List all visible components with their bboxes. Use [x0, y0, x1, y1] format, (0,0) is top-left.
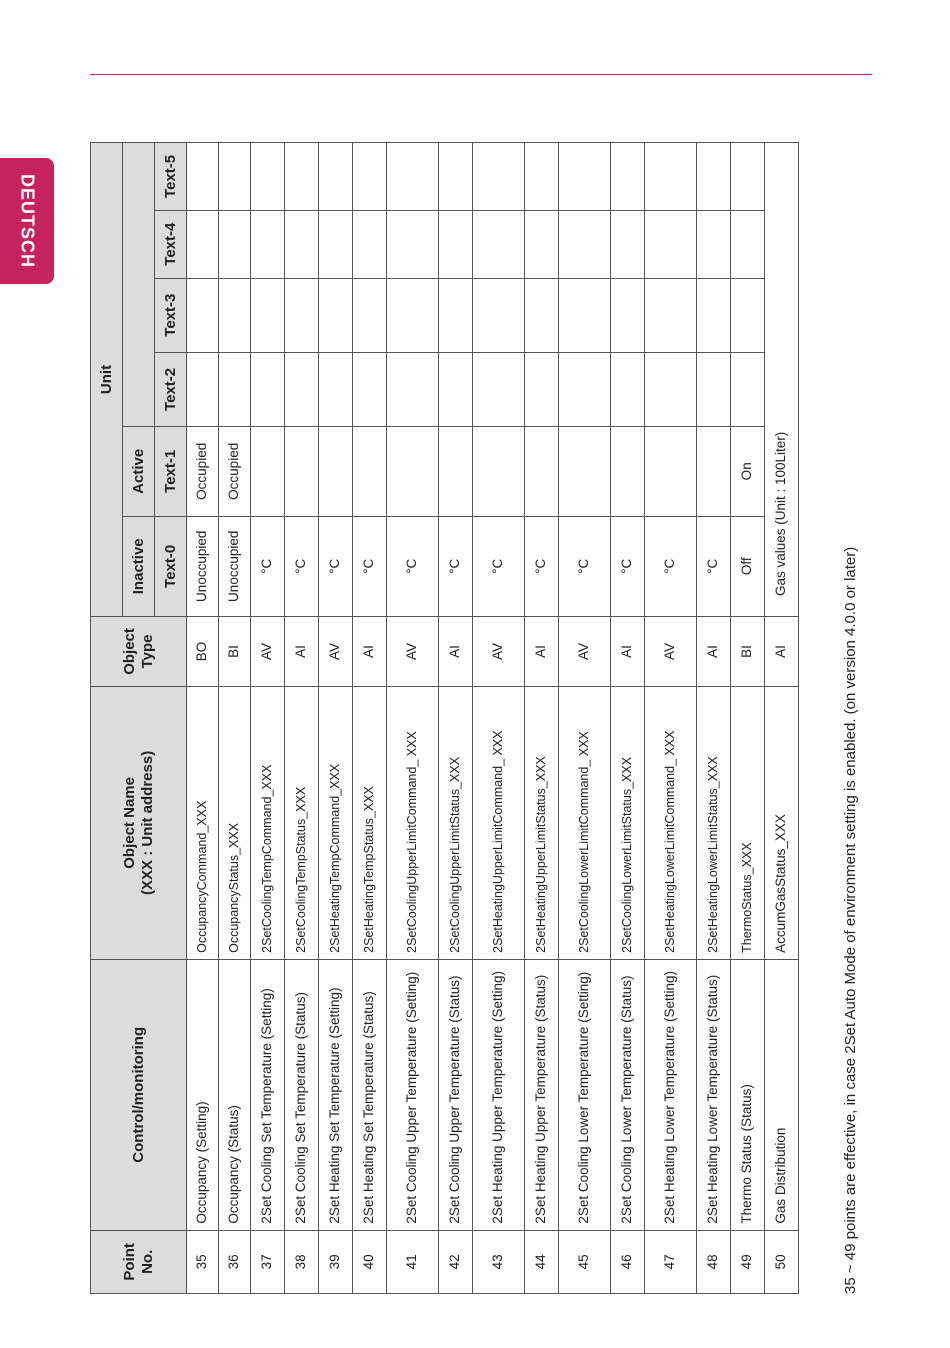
- control-cell: 2Set Heating Set Temperature (Status): [353, 959, 387, 1230]
- text0-cell: °C: [611, 516, 645, 616]
- object-name-cell: 2SetHeatingLowerLimitStatus_XXX: [697, 686, 731, 959]
- text3-cell: [697, 278, 731, 352]
- text4-cell: [285, 210, 319, 278]
- text0-cell: °C: [525, 516, 559, 616]
- object-name-cell: 2SetHeatingUpperLimitStatus_XXX: [525, 686, 559, 959]
- text0-cell: °C: [353, 516, 387, 616]
- table-row: [525, 143, 559, 1294]
- text3-cell: [319, 278, 353, 352]
- object-type-cell: AI: [285, 617, 319, 687]
- table-row: [731, 143, 765, 1294]
- object-type-cell: AI: [611, 617, 645, 687]
- object-name-cell: ThermoStatus_XXX: [731, 686, 765, 959]
- table-row: [251, 143, 285, 1294]
- text3-cell: [187, 278, 219, 352]
- control-cell: Occupancy (Setting): [187, 959, 219, 1230]
- object-name-cell: 2SetCoolingLowerLimitCommand_ XXX: [559, 686, 611, 959]
- point-no-cell: 49: [731, 1230, 765, 1293]
- text3-cell: [285, 278, 319, 352]
- object-type-cell: BI: [219, 617, 251, 687]
- control-cell: 2Set Cooling Upper Temperature (Status): [439, 959, 473, 1230]
- table-row: [765, 143, 799, 1294]
- col-inactive: Inactive: [123, 516, 155, 616]
- object-type-cell: AI: [353, 617, 387, 687]
- text5-cell: [439, 143, 473, 211]
- text1-cell: [353, 427, 387, 517]
- table-row: [611, 143, 645, 1294]
- object-name-cell: 2SetHeatingUpperLimitCommand_ XXX: [473, 686, 525, 959]
- text2-cell: [251, 352, 285, 426]
- text0-cell: Unoccupied: [219, 516, 251, 616]
- text1-cell: Occupied: [219, 427, 251, 517]
- text0-cell: Unoccupied: [187, 516, 219, 616]
- text4-cell: [525, 210, 559, 278]
- point-no-cell: 41: [387, 1230, 439, 1293]
- object-name-cell: 2SetCoolingTempCommand_XXX: [251, 686, 285, 959]
- text5-cell: [697, 143, 731, 211]
- footnote: 35 ~ 49 points are effective, in case 2Set Auto Mode of environment setting is enabled. (on version 4.0.0 or later): [842, 546, 859, 1294]
- control-cell: 2Set Cooling Upper Temperature (Setting): [387, 959, 439, 1230]
- text2-cell: [731, 352, 765, 426]
- text2-cell: [219, 352, 251, 426]
- text5-cell: [473, 143, 525, 211]
- table-row: [559, 143, 611, 1294]
- text1-cell: [645, 427, 697, 517]
- text1-cell: [285, 427, 319, 517]
- text4-cell: [219, 210, 251, 278]
- object-name-cell: 2SetHeatingTempCommand_XXX: [319, 686, 353, 959]
- text5-cell: [611, 143, 645, 211]
- text0-cell: °C: [473, 516, 525, 616]
- col-object-name-line1: Object Name: [121, 777, 139, 869]
- control-cell: 2Set Heating Upper Temperature (Status): [525, 959, 559, 1230]
- text4-cell: [251, 210, 285, 278]
- table-row: [439, 143, 473, 1294]
- col-object-type: Object Type: [91, 617, 187, 687]
- text1-cell: [525, 427, 559, 517]
- text0-cell: °C: [559, 516, 611, 616]
- object-type-cell: AV: [251, 617, 285, 687]
- table-row: [645, 143, 697, 1294]
- text4-cell: [319, 210, 353, 278]
- col-object-name: [91, 686, 187, 959]
- text4-cell: [187, 210, 219, 278]
- text1-cell: [697, 427, 731, 517]
- text5-cell: [353, 143, 387, 211]
- text4-cell: [611, 210, 645, 278]
- object-name-cell: 2SetHeatingTempStatus_XXX: [353, 686, 387, 959]
- point-no-cell: 37: [251, 1230, 285, 1293]
- object-name-cell: OccupancyCommand_XXX: [187, 686, 219, 959]
- object-name-cell: 2SetCoolingTempStatus_XXX: [285, 686, 319, 959]
- text1-cell: On: [731, 427, 765, 517]
- point-no-cell: 40: [353, 1230, 387, 1293]
- text3-cell: [439, 278, 473, 352]
- col-text3: Text-3: [155, 278, 187, 352]
- text1-cell: [387, 427, 439, 517]
- text4-cell: [387, 210, 439, 278]
- text2-cell: [353, 352, 387, 426]
- text0-cell: °C: [251, 516, 285, 616]
- text1-cell: [473, 427, 525, 517]
- col-active: Active: [123, 427, 155, 517]
- point-no-cell: 44: [525, 1230, 559, 1293]
- object-type-cell: AI: [525, 617, 559, 687]
- text0-cell: °C: [439, 516, 473, 616]
- table-row: [697, 143, 731, 1294]
- text1-cell: [611, 427, 645, 517]
- text3-cell: [219, 278, 251, 352]
- col-unit: Unit: [91, 143, 123, 617]
- col-text4: Text-4: [155, 210, 187, 278]
- text3-cell: [525, 278, 559, 352]
- control-cell: 2Set Heating Lower Temperature (Setting): [645, 959, 697, 1230]
- object-type-cell: AV: [559, 617, 611, 687]
- object-name-cell: 2SetHeatingLowerLimitCommand_ XXX: [645, 686, 697, 959]
- gas-values-note: Gas values (Unit : 100Liter): [765, 143, 799, 617]
- table-row: [219, 143, 251, 1294]
- point-no-cell: 46: [611, 1230, 645, 1293]
- language-tab-label: DEUTSCH: [17, 173, 38, 269]
- text5-cell: [559, 143, 611, 211]
- control-cell: 2Set Heating Upper Temperature (Setting): [473, 959, 525, 1230]
- text2-cell: [473, 352, 525, 426]
- control-cell: Occupancy (Status): [219, 959, 251, 1230]
- text4-cell: [559, 210, 611, 278]
- text4-cell: [473, 210, 525, 278]
- object-type-cell: AI: [697, 617, 731, 687]
- object-name-cell: OccupancyStatus_XXX: [219, 686, 251, 959]
- table-body: [187, 143, 799, 1294]
- text5-cell: [731, 143, 765, 211]
- text1-cell: [251, 427, 285, 517]
- text2-cell: [439, 352, 473, 426]
- control-cell: 2Set Heating Set Temperature (Setting): [319, 959, 353, 1230]
- text1-cell: Occupied: [187, 427, 219, 517]
- text2-cell: [285, 352, 319, 426]
- object-name-cell: 2SetCoolingUpperLimitCommand_ XXX: [387, 686, 439, 959]
- control-cell: 2Set Heating Lower Temperature (Status): [697, 959, 731, 1230]
- text5-cell: [645, 143, 697, 211]
- table-row: [319, 143, 353, 1294]
- text5-cell: [219, 143, 251, 211]
- text1-cell: [319, 427, 353, 517]
- text4-cell: [353, 210, 387, 278]
- text0-cell: °C: [697, 516, 731, 616]
- text5-cell: [387, 143, 439, 211]
- text3-cell: [387, 278, 439, 352]
- text4-cell: [439, 210, 473, 278]
- control-cell: 2Set Cooling Set Temperature (Setting): [251, 959, 285, 1230]
- object-type-cell: AV: [473, 617, 525, 687]
- point-no-cell: 36: [219, 1230, 251, 1293]
- table-row: [353, 143, 387, 1294]
- object-type-cell: BO: [187, 617, 219, 687]
- object-type-cell: AV: [387, 617, 439, 687]
- table-row: [187, 143, 219, 1294]
- text3-cell: [353, 278, 387, 352]
- col-point-no: Point No.: [91, 1230, 187, 1293]
- text4-cell: [731, 210, 765, 278]
- text3-cell: [559, 278, 611, 352]
- text0-cell: Off: [731, 516, 765, 616]
- text5-cell: [285, 143, 319, 211]
- bacnet-points-table: [90, 142, 799, 1294]
- col-text5: Text-5: [155, 143, 187, 211]
- text2-cell: [187, 352, 219, 426]
- col-object-name-line2: (XXX : Unit address): [138, 750, 156, 895]
- col-text2: Text-2: [155, 352, 187, 426]
- col-text0: Text-0: [155, 516, 187, 616]
- point-no-cell: 42: [439, 1230, 473, 1293]
- control-cell: 2Set Cooling Lower Temperature (Status): [611, 959, 645, 1230]
- text1-cell: [559, 427, 611, 517]
- object-name-cell: 2SetCoolingUpperLimitStatus_XXX: [439, 686, 473, 959]
- text2-cell: [611, 352, 645, 426]
- object-type-cell: AV: [319, 617, 353, 687]
- object-type-cell: BI: [731, 617, 765, 687]
- text0-cell: °C: [285, 516, 319, 616]
- col-unit-blank: [123, 143, 155, 427]
- control-cell: 2Set Cooling Lower Temperature (Setting): [559, 959, 611, 1230]
- object-type-cell: AV: [645, 617, 697, 687]
- point-no-cell: 48: [697, 1230, 731, 1293]
- table-row: [285, 143, 319, 1294]
- point-no-cell: 45: [559, 1230, 611, 1293]
- text0-cell: °C: [319, 516, 353, 616]
- language-tab: [0, 158, 54, 284]
- col-text1: Text-1: [155, 427, 187, 517]
- text3-cell: [611, 278, 645, 352]
- table-row: [473, 143, 525, 1294]
- point-no-cell: 43: [473, 1230, 525, 1293]
- text3-cell: [731, 278, 765, 352]
- control-cell: Thermo Status (Status): [731, 959, 765, 1230]
- text4-cell: [697, 210, 731, 278]
- text2-cell: [645, 352, 697, 426]
- col-control-monitoring: Control/monitoring: [91, 959, 187, 1230]
- point-no-cell: 39: [319, 1230, 353, 1293]
- point-no-cell: 50: [765, 1230, 799, 1293]
- text5-cell: [319, 143, 353, 211]
- text1-cell: [439, 427, 473, 517]
- control-cell: Gas Distribution: [765, 959, 799, 1230]
- text2-cell: [319, 352, 353, 426]
- text2-cell: [697, 352, 731, 426]
- control-cell: 2Set Cooling Set Temperature (Status): [285, 959, 319, 1230]
- text2-cell: [559, 352, 611, 426]
- text5-cell: [251, 143, 285, 211]
- object-type-cell: AI: [765, 617, 799, 687]
- text4-cell: [645, 210, 697, 278]
- object-type-cell: AI: [439, 617, 473, 687]
- text3-cell: [645, 278, 697, 352]
- point-no-cell: 38: [285, 1230, 319, 1293]
- text3-cell: [473, 278, 525, 352]
- object-name-cell: AccumGasStatus_XXX: [765, 686, 799, 959]
- table-row: [387, 143, 439, 1294]
- text2-cell: [525, 352, 559, 426]
- rotated-table-container: [90, 142, 860, 1294]
- text5-cell: [525, 143, 559, 211]
- text0-cell: °C: [387, 516, 439, 616]
- object-name-cell: 2SetCoolingLowerLimitStatus_XXX: [611, 686, 645, 959]
- text0-cell: °C: [645, 516, 697, 616]
- point-no-cell: 47: [645, 1230, 697, 1293]
- point-no-cell: 35: [187, 1230, 219, 1293]
- text5-cell: [187, 143, 219, 211]
- text3-cell: [251, 278, 285, 352]
- header-rule: [90, 74, 872, 75]
- text2-cell: [387, 352, 439, 426]
